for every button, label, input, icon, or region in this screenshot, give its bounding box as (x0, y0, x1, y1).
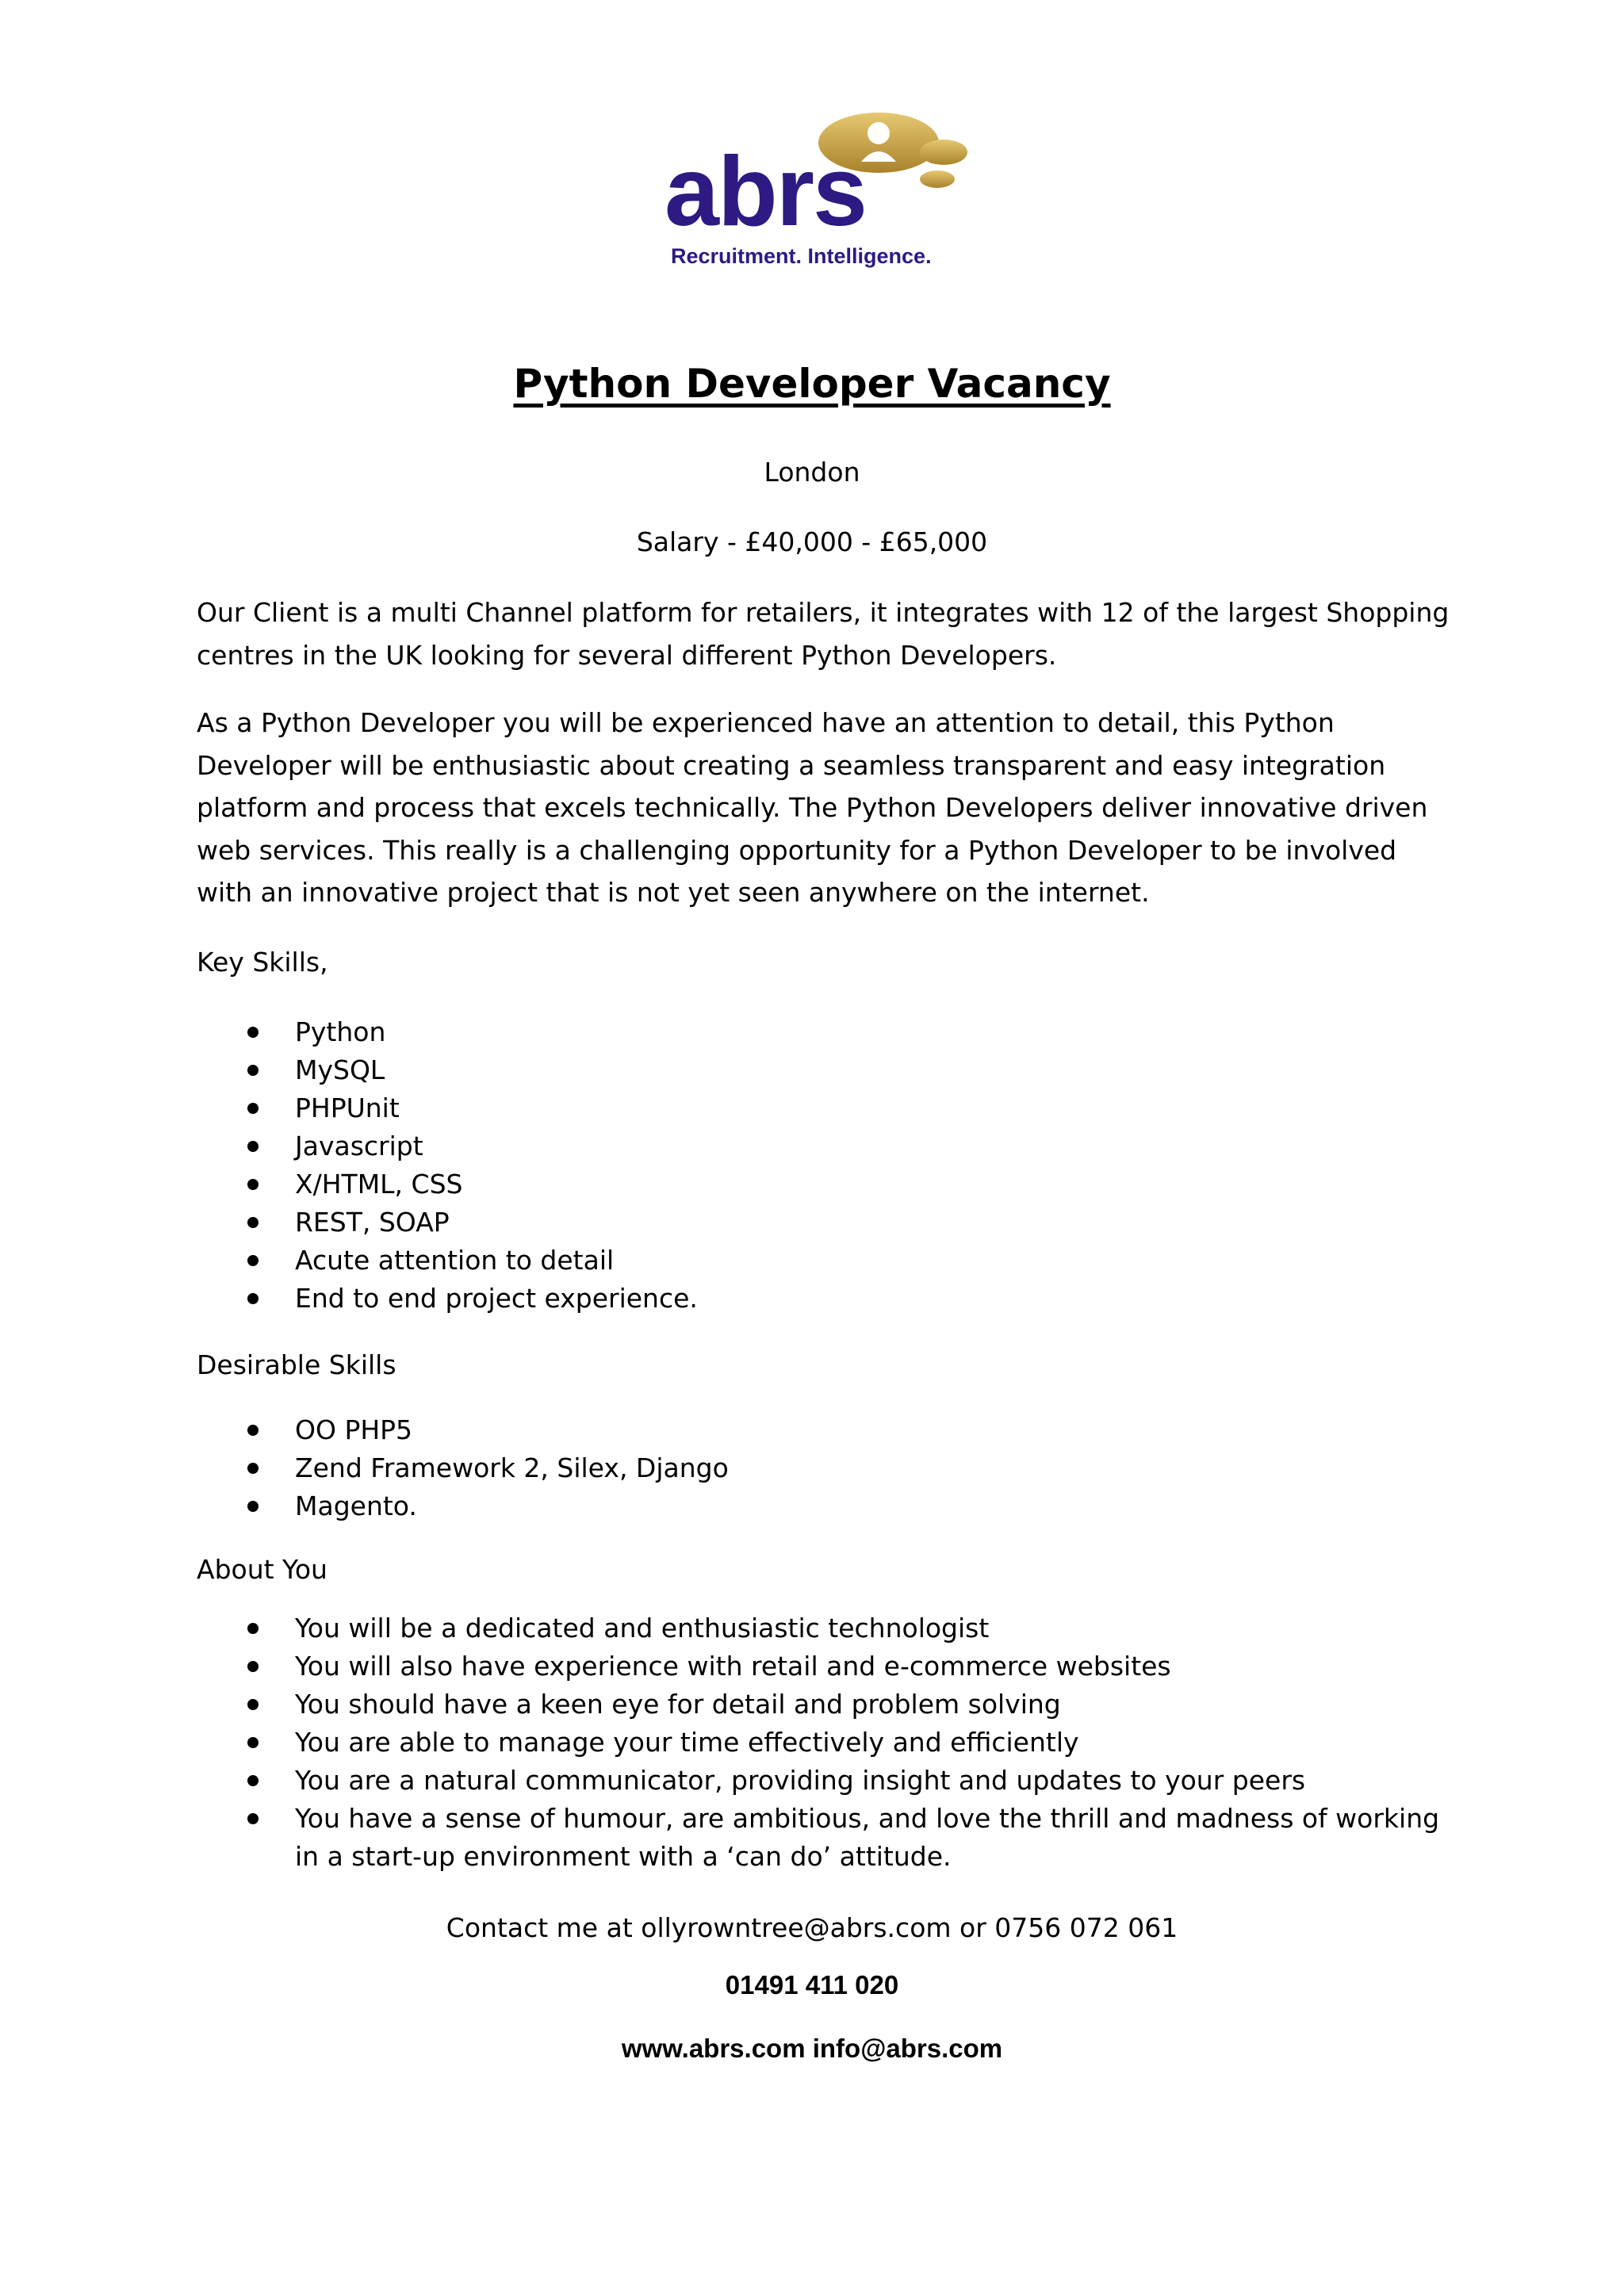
intro-paragraph: Our Client is a multi Channel platform for retailers, it integrates with 12 of the largest Shopping centres in the UK looking for several different Python Developers. (197, 597, 1450, 671)
list-item: REST, SOAP (197, 1203, 1450, 1242)
bullet-icon (247, 1141, 259, 1152)
bullet-icon (247, 1661, 259, 1672)
bullet-icon (247, 1699, 259, 1710)
bullet-icon (247, 1813, 259, 1824)
bullet-icon (247, 1217, 259, 1228)
about-you-heading: About You (197, 1554, 327, 1585)
about-you-list (197, 1609, 1450, 1876)
bullet-icon (247, 1501, 259, 1512)
list-item: Javascript (197, 1127, 1450, 1165)
bullet-icon (247, 1065, 259, 1076)
list-item: X/HTML, CSS (197, 1165, 1450, 1203)
list-item: You are able to manage your time effectively and efficiently (197, 1724, 1450, 1762)
list-item: End to end project experience. (197, 1280, 1450, 1318)
bullet-icon (247, 1027, 259, 1038)
bullet-icon (247, 1425, 259, 1436)
contact-text: Contact me at ollyrowntree@abrs.com or 0756 072 061 (446, 1912, 1178, 1943)
location-text: London (764, 457, 860, 488)
logo-wordmark: abrs (665, 137, 866, 247)
list-item: You are a natural communicator, providing insight and updates to your peers (197, 1762, 1450, 1800)
bullet-icon (247, 1293, 259, 1304)
key-skills-heading: Key Skills, (197, 947, 328, 978)
bullet-icon (247, 1103, 259, 1114)
list-item: Zend Framework 2, Silex, Django (197, 1449, 1450, 1487)
list-item: You will also have experience with retail and e-commerce websites (197, 1647, 1450, 1686)
salary-text: Salary - £40,000 - £65,000 (636, 526, 988, 557)
desirable-skills-heading: Desirable Skills (197, 1349, 396, 1380)
list-item: Python (197, 1013, 1450, 1051)
page-title: Python Developer Vacancy (513, 361, 1111, 407)
list-item: You have a sense of humour, are ambitious, and love the thrill and madness of working in a start-up environment with a ‘can do’ attitude. (197, 1800, 1450, 1876)
bullet-icon (247, 1463, 259, 1474)
bullet-icon (247, 1775, 259, 1786)
bullet-icon (247, 1737, 259, 1748)
list-item: Magento. (197, 1487, 1450, 1525)
bullet-icon (247, 1623, 259, 1634)
bullet-icon (247, 1255, 259, 1266)
list-item: OO PHP5 (197, 1411, 1450, 1449)
list-item: PHPUnit (197, 1089, 1450, 1127)
abrs-logo (665, 111, 966, 277)
list-item: You should have a keen eye for detail and problem solving (197, 1686, 1450, 1724)
logo-tagline: Recruitment. Intelligence. (671, 244, 932, 268)
list-item: You will be a dedicated and enthusiastic technologist (197, 1609, 1450, 1647)
bullet-icon (247, 1179, 259, 1190)
key-skills-list (197, 1013, 1450, 1318)
desirable-skills-list (197, 1411, 1450, 1525)
description-paragraph: As a Python Developer you will be experienced have an attention to detail, this Python Developer will be enthusiastic about creating a seamless transparent and easy integration platform and process that excels technically. The Python Developers deliver innovative driven web services. This really is a challenging opportunity for a Python Developer to be involved with an innovative project that is not yet seen anywhere on the internet. (197, 707, 1428, 908)
phone-number: 01491 411 020 (725, 1970, 899, 1999)
list-item: Acute attention to detail (197, 1242, 1450, 1280)
web-email-line: www.abrs.com info@abrs.com (621, 2034, 1003, 2063)
list-item: MySQL (197, 1051, 1450, 1089)
